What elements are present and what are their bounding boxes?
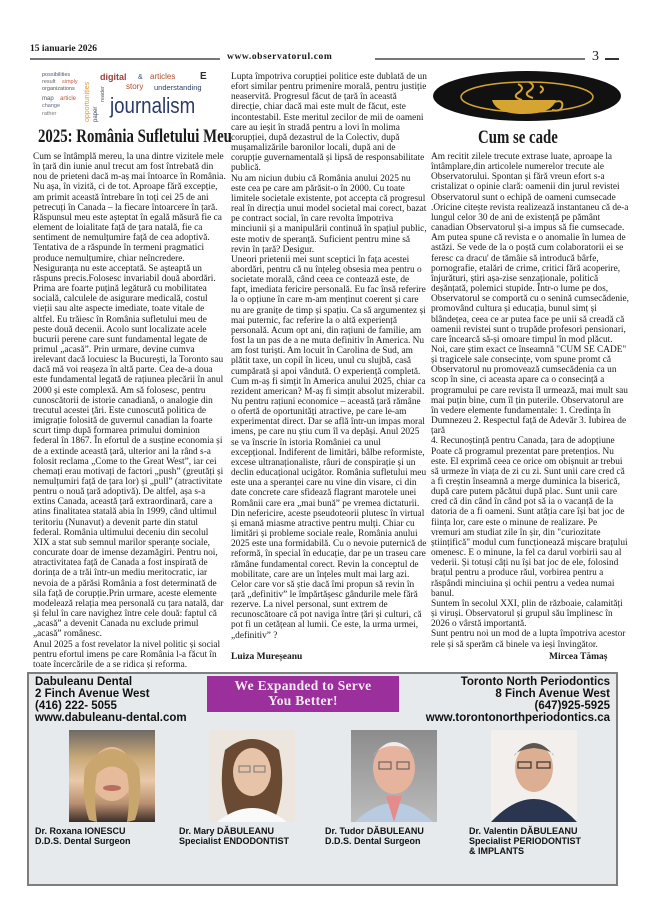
paragraph: Suntem în secolul XXI, plin de războaie, calamități și viruși. Observatorul și grupul său împlinesc în 2026 o vârstă importantă. (431, 598, 623, 630)
paragraph: Noi, care știm exact ce înseamnă "CUM SE CADE" și tragicele sale consecințe, vom spune promt că Observatorul nu promovează cumsecădenia ca un scop în sine, ci aceasta apare ca o consecință a programului pe care revista îl urmează, mai mult sau mai puțin bine, cum îl țin puterile. Observatorul are în vedere elemente fundamentale: 1. Credința în Dumnezeu 2. Respectul față de Adevăr 3. Iubirea de țară (431, 344, 628, 437)
wordcloud-word: articles (150, 72, 176, 81)
doctor-caption-tudor (325, 826, 465, 846)
ad-right-phone: (647)925-5925 (534, 700, 610, 712)
middle-article-author: Luiza Mureșeanu (231, 652, 303, 662)
doctor-title: D.D.S. Dental Surgeon (35, 836, 131, 846)
right-article-body (431, 152, 629, 650)
wordcloud-word-journalism: journalism (110, 93, 196, 118)
page-number: 3 (592, 49, 599, 64)
doctor-title: Specialist ENDODONTIST (179, 836, 290, 846)
second-cup-logo (430, 70, 625, 122)
doctor-photo-mary-dabuleanu (209, 730, 295, 822)
doctor-photo-tudor-dabuleanu (351, 730, 437, 822)
ad-banner-line: We Expanded to Serve (234, 678, 372, 693)
wordcloud-word: opportunities (84, 81, 91, 122)
coffee-cup-logo-icon (430, 70, 625, 122)
wordcloud-word: possibilities (42, 72, 71, 78)
person-portrait-icon (491, 730, 577, 822)
header-rule-left (30, 58, 220, 60)
wordcloud-word: map (42, 96, 54, 102)
ad-left-website[interactable]: www.dabuleanu-dental.com (35, 712, 187, 724)
paragraph: Anul 2025 a fost revelator la nivel politic și social pentru efortul imens pe care România l-a făcut în toate încercările de a se ridica și reforma. (33, 639, 221, 670)
wordcloud-word: digital (100, 72, 127, 82)
paragraph: Cum se întâmplă mereu, la una dintre vizitele mele în țară din iunie anul trecut am fost întrebată din nou de prieteni dacă m-aș mai întoarce în România. Nu așa, în vizită, ci de tot. Aproape fără excepție, am primit această întrebare în toți cei 25 de ani petrecuți în Canada – la fiecare întoarcere în țară. Răspunsul meu este așteptat în egală măsură fie ca element de loialitate față de țara natală, fie ca sentiment de nemulțumire față de cea adoptivă. Tentativa de a răspunde în termeni pragmatici produce nemulțumire, chiar neîncredere. Nesiguranța nu este acceptată. Se așteaptă un răspuns precis.Folosesc invariabil două abordări. Prima are foarte puțină legătură cu mobilitatea socială, calculele de asigurare medicală, costul vieții sau alte aspecte imediate, toate vitale de altfel. Eu trăiesc în România sufletului meu de peste două decenii. Acolo sunt localizate acele bucurii perene care sunt fundamental legate de primul „acasă”. Prin urmare, devine cumva irelevant dacă locuiesc la București, la Toronto sau dacă mă voi reașeza în altă parte. Cea de-a doua este fundamental legată de rațiunea plecării în anul 2000 și este complexă. Am să folosesc, pentru cunoscătorii de istorie canadiană, o analogie din trecutul acestei țări. Este cunoscută politica de imigrație folosită de guvernul canadian la foarte scurt timp după formarea primului dominion federal în 1867. În efortul de a susține economia și de a extinde această țară, ulterior ani la rând s-a folosit reclama „Come to the Great West”, iar cei chemați erau motivați de factori „push” (greutăți și nemulțumiri față de țara lor) și „pull” (atractivitate pentru o nouă țară adoptivă). De altfel, așa s-a extins Canada, această țară extraordinară, care a atins finalitatea statală abia în 1999, când ultimul teritoriu (Nunavut) a devenit parte din statul federal. România ultimului deceniu din secolul XIX a stat sub semnul marilor speranțe sociale, concurate doar de imense dezamăgiri. Pentru noi, atractivitatea față de Canada a fost inspirată de dorința de a trăi într-un mediu meritocratic, iar nevoia de a părăsi România a fost determinată de sila față de corupție.Prin urmare, aceste elemente modelează relația mea personală cu țara natală, dar și felul în care navighez între cele două: faptul că „acasă” a devenit Canada nu exclude primul „acasă” românesc. (33, 152, 226, 640)
page-number-dash (605, 58, 619, 60)
ad-banner-line: You Better! (268, 693, 338, 708)
ad-right-name: Toronto North Periodontics (460, 676, 610, 688)
ad-left-name: Dabuleanu Dental (35, 676, 133, 688)
doctor-name: Dr. Mary DĂBULEANU (179, 826, 275, 836)
wordcloud-word: article (60, 96, 77, 102)
wordcloud-word: organizations (42, 86, 75, 92)
doctor-title-extra: & IMPLANTS (469, 846, 524, 856)
wordcloud-word: understanding (154, 83, 202, 92)
doctor-caption-valentin (469, 826, 614, 856)
person-portrait-icon (351, 730, 437, 822)
ad-banner (207, 676, 399, 712)
paragraph: Uneori prietenii mei sunt sceptici în fața acestei abordări, pentru că nu înțeleg obsesia mea pentru o societate morală, când ceea ce contează este, de fapt, imediata fericire personală. Eu fac însă referire la o opțiune în care m-am menținut coerent și care nu are granițe de timp și spațiu. Ca să argumentez și mai puternic, fac referire la o altă experiență personală. Acum opt ani, din rațiuni de familie, am fost la un pas de a ne muta definitiv în America. Nu am fost turiști. Am locuit în Carolina de Sud, am plătit taxe, un copil în liceu, unul cu slujbă, casă cumpărată și apoi vândută. O experiență completă. Cum m-aș fi simțit în America anului 2025, chiar ca rezident american? M-aș fi simțit absolut mizerabil. Nu pentru rațiuni economice – această țară rămâne o ofertă de oportunități atractive, pe care le-am experimentat direct. Dar se află într-un impas moral imens, pe care nu știu cum îl va depăși. Anul 2025 se va înscrie în istoria României ca unul excepțional. Indiferent de limitări, bâlbe reformiste, excese ultranaționaliste, râuri de conspirație și un declin educațional ucigător. România sufletului meu este una a speranței care nu vine din visare, ci din date concrete care sfidează flagrant marotele unei Românii care era „mai bună” pe vremea dictaturii. Din nefericire, aceste pseudoteorii plutesc în virtual și emană miasme atractive pentru mulți. Chiar cu limitări și probleme sociale reale, România anului 2025 este una formidabilă. Cu o nevoie puternică de reformă, în special în educație, dar pe un traseu care rămâne fundamental corect. Revin la conceptul de mobilitate, care are un înțeles mult mai larg azi. Celor care vor să știe dacă îmi propun să revin în țară „definitiv” le împărtășesc gândurile mele fără rezerve. La nivel personal, sunt extrem de recunoscătoare că pot naviga între țări și culturi, că pot fi un cetățean al lumii. Ce este, la urma urmei, „definitiv” ? (231, 254, 427, 641)
doctor-photo-roxana-ionescu (69, 730, 155, 822)
doctor-caption-roxana (35, 826, 173, 846)
wordcloud-word: change (42, 103, 61, 109)
right-article-title: Cum se cade (478, 127, 558, 148)
paragraph: Am recitit zilele trecute extrase luate, aproape la întâmplare,din articolele numerelor trecute ale Observatorului. Spontan și fără vreun efort s-a cristalizat o opinie clară: oamenii din jurul revistei Observatorul sunt o echipă de oameni cumsecade .Oricine citește revista realizează instantaneu că de-a lungul celor 30 de ani de existență pe pământ canadian Observatorul și-a impus să fie cumsecade. Am putea spune că revista e o anomalie în lumea de astăzi. Se vede de la o poștă cum colaboratorii ei se feresc ca dracu' de tămâie să introducă bârfe, pornografie, etalări de crime, critici fără acoperire, înjurături, știri așa-zise senzaționale, politică deșănțată, polemici stupide. Într-o lume pe dos, Observatorul se comportă cu o senină cumsecădenie, promovând cultura și educația, bunul simț și blândețea, ceea ce ar putea face pe unii să creadă că oamenii revistei sunt o trupăde profesori pensionari, care încearcă să-și omoare timpul în mod plăcut. (431, 152, 629, 345)
ad-left-contact (35, 676, 187, 724)
left-article-title: 2025: România Sufletului Meu (38, 126, 232, 147)
wordcloud-word: simply (62, 79, 78, 85)
doctor-title: Specialist PERIODONTIST (469, 836, 582, 846)
wordcloud-word: & (138, 74, 143, 81)
dental-advertisement (27, 672, 618, 886)
ad-right-address: 8 Finch Avenue West (495, 688, 610, 700)
doctor-title: D.D.S. Dental Surgeon (325, 836, 421, 846)
paragraph: Lupta împotriva corupției politice este dublată de un efort similar pentru primenire morală, pentru justiție neaservită. Progresul făcut de țară în această direcție, chiar dacă mai este mult de făcut, este incontestabil. Este meritul zecilor de mii de oameni care au ieșit în stradă pentru a lovi în molima corupției, după dezastrul de la Colectiv, după mușamalizările baronilor locali, după ani de corupție guvernamentală și lipsă de responsabilitate publică. (231, 72, 427, 174)
doctor-photo-valentin-dabuleanu (491, 730, 577, 822)
issue-date: 15 ianuarie 2026 (30, 44, 98, 54)
wordcloud-word: E (200, 72, 207, 82)
person-portrait-icon (69, 730, 155, 822)
doctor-caption-mary (179, 826, 319, 846)
page-header (30, 44, 620, 66)
person-portrait-icon (209, 730, 295, 822)
paragraph: Nu am niciun dubiu că România anului 2025 nu este cea pe care am părăsit-o în 2000. Cu toate limitele societale existente, pot accepta că progresul real în direcția unui model societal mai corect, bazat pe contract social, în care revolta împotriva minciunii și a manipulării continuă în spațiul public, este motiv de speranță. Suficient pentru mine să revin în țară? Desigur. (231, 173, 427, 255)
paragraph: Sunt pentru noi un mod de a lupta împotriva acestor rele și să sperăm că binele va ieși învingător. (431, 629, 626, 650)
wordcloud-word: story (126, 82, 144, 91)
paragraph: 4. Recunoștință pentru Canada, țara de adopțiune Poate că programul prezentat pare pretențios. Nu este. El exprimă ceea ce orice om obișnuit ar trebui să urmeze în viața de zi cu zi. Sunt unii care cred că a fi creștin înseamnă a merge duminica la biserică, după care putem păcătui după plac. Sunt unii care cred că din când în când pot să ia o vacanță de la datoria de a fi oameni. Sunt atâția care își bat joc de ființa lor, care este o minune de realizare. Pe vremuri am studiat zile în șir, din "curiozitate științifică" modul cum funcționează mișcare brațului omenesc. E o minune, la fel ca darul vorbirii sau al vederii. Și totuși câți nu își bat joc de ele, folosind brațul pentru a produce răul, vorbirea pentru a răspândi minciuina și ochii pentru a vedea numai banul. (431, 436, 628, 599)
journalism-wordcloud-image (40, 72, 220, 124)
site-url[interactable]: www.observatorul.com (227, 52, 333, 62)
wordcloud-word: result (42, 79, 56, 85)
doctor-name: Dr. Tudor DĂBULEANU (325, 826, 424, 836)
ad-left-phone: (416) 222- 5055 (35, 700, 117, 712)
ad-left-address: 2 Finch Avenue West (35, 688, 150, 700)
middle-article-body (231, 72, 427, 641)
doctor-name: Dr. Roxana IONESCU (35, 826, 126, 836)
wordcloud-word: paper (93, 106, 99, 122)
ad-right-contact (426, 676, 610, 724)
left-article-body (33, 152, 227, 670)
right-article-author: Mircea Tămaș (549, 652, 608, 662)
wordcloud-word: reader (100, 86, 106, 102)
ad-right-website[interactable]: www.torontonorthperiodontics.ca (425, 712, 610, 724)
doctor-name: Dr. Valentin DĂBULEANU (469, 826, 578, 836)
header-rule-right (375, 58, 585, 60)
wordcloud-word: rather (42, 111, 57, 117)
